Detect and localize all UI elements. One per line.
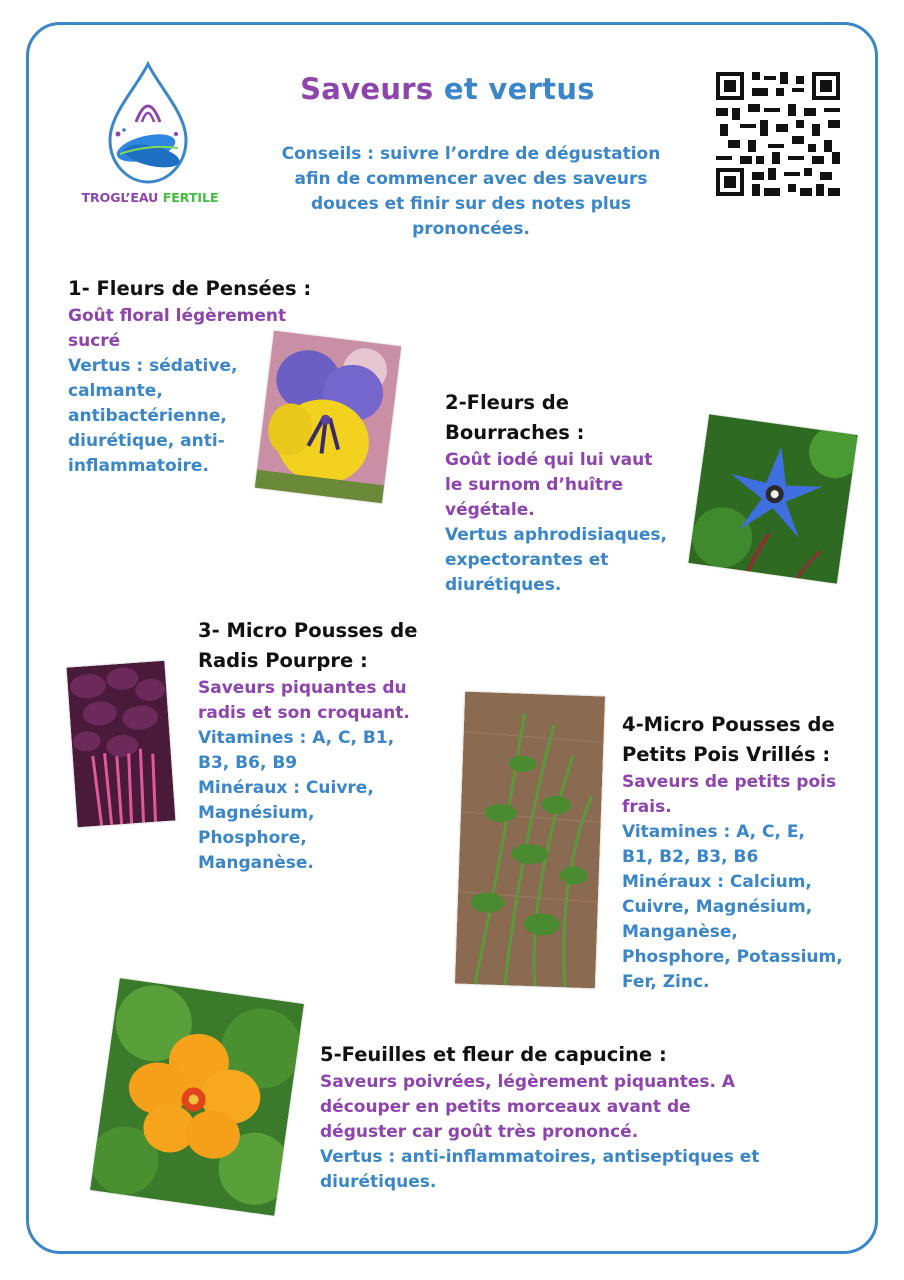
- radish-sprouts-photo: [67, 661, 176, 827]
- pea-shoots-photo: [455, 692, 605, 989]
- item-capucine: 5-Feuilles et fleur de capucine : Saveurs poivrées, légèrement piquantes. A découper en petits morceaux avant de déguster car goût très prononcé. Vertus : anti-inflammatoires, antiseptiques et diurétiques.: [320, 1043, 760, 1192]
- borage-photo: [688, 414, 857, 583]
- item-bourraches: 2-Fleurs de Bourraches : Goût iodé qui lui vaut le surnom d’huître végétale. Vertus aphrodisiaques, expectorantes et diurétiques.: [445, 391, 668, 595]
- page-title: Saveurs et vertus: [300, 72, 595, 106]
- item-pensees: 1- Fleurs de Pensées : Goût floral légèrement sucré Vertus : sédative, calmante, antibactérienne, diurétique, anti- inflammatoire.: [68, 274, 311, 479]
- pansy-photo: [255, 331, 401, 503]
- water-drop-logo-icon: [98, 60, 198, 188]
- qr-code-icon[interactable]: [716, 72, 840, 196]
- intro-text: Conseils : suivre l’ordre de dégustation afin de commencer avec des saveurs douces et finir sur des notes plus prononcées.: [281, 144, 661, 239]
- brand-name: TROGL’EAU FERTILE: [81, 190, 219, 205]
- item-heading: 1- Fleurs de Pensées :: [68, 277, 312, 300]
- nasturtium-photo: [90, 978, 304, 1216]
- item-radis: 3- Micro Pousses de Radis Pourpre : Saveurs piquantes du radis et son croquant. Vitamines : A, C, B1, B3, B6, B9 Minéraux : Cuivre, Magnésium, Phosphore, Manganèse.: [198, 619, 418, 873]
- item-petits-pois: 4-Micro Pousses de Petits Pois Vrillés : Saveurs de petits pois frais. Vitamines : A, C, E, B1, B2, B3, B6 Minéraux : Calcium, Cuivre, Magnésium, Manganèse, Phosphore, Potassium, Fer, Zinc.: [622, 713, 843, 992]
